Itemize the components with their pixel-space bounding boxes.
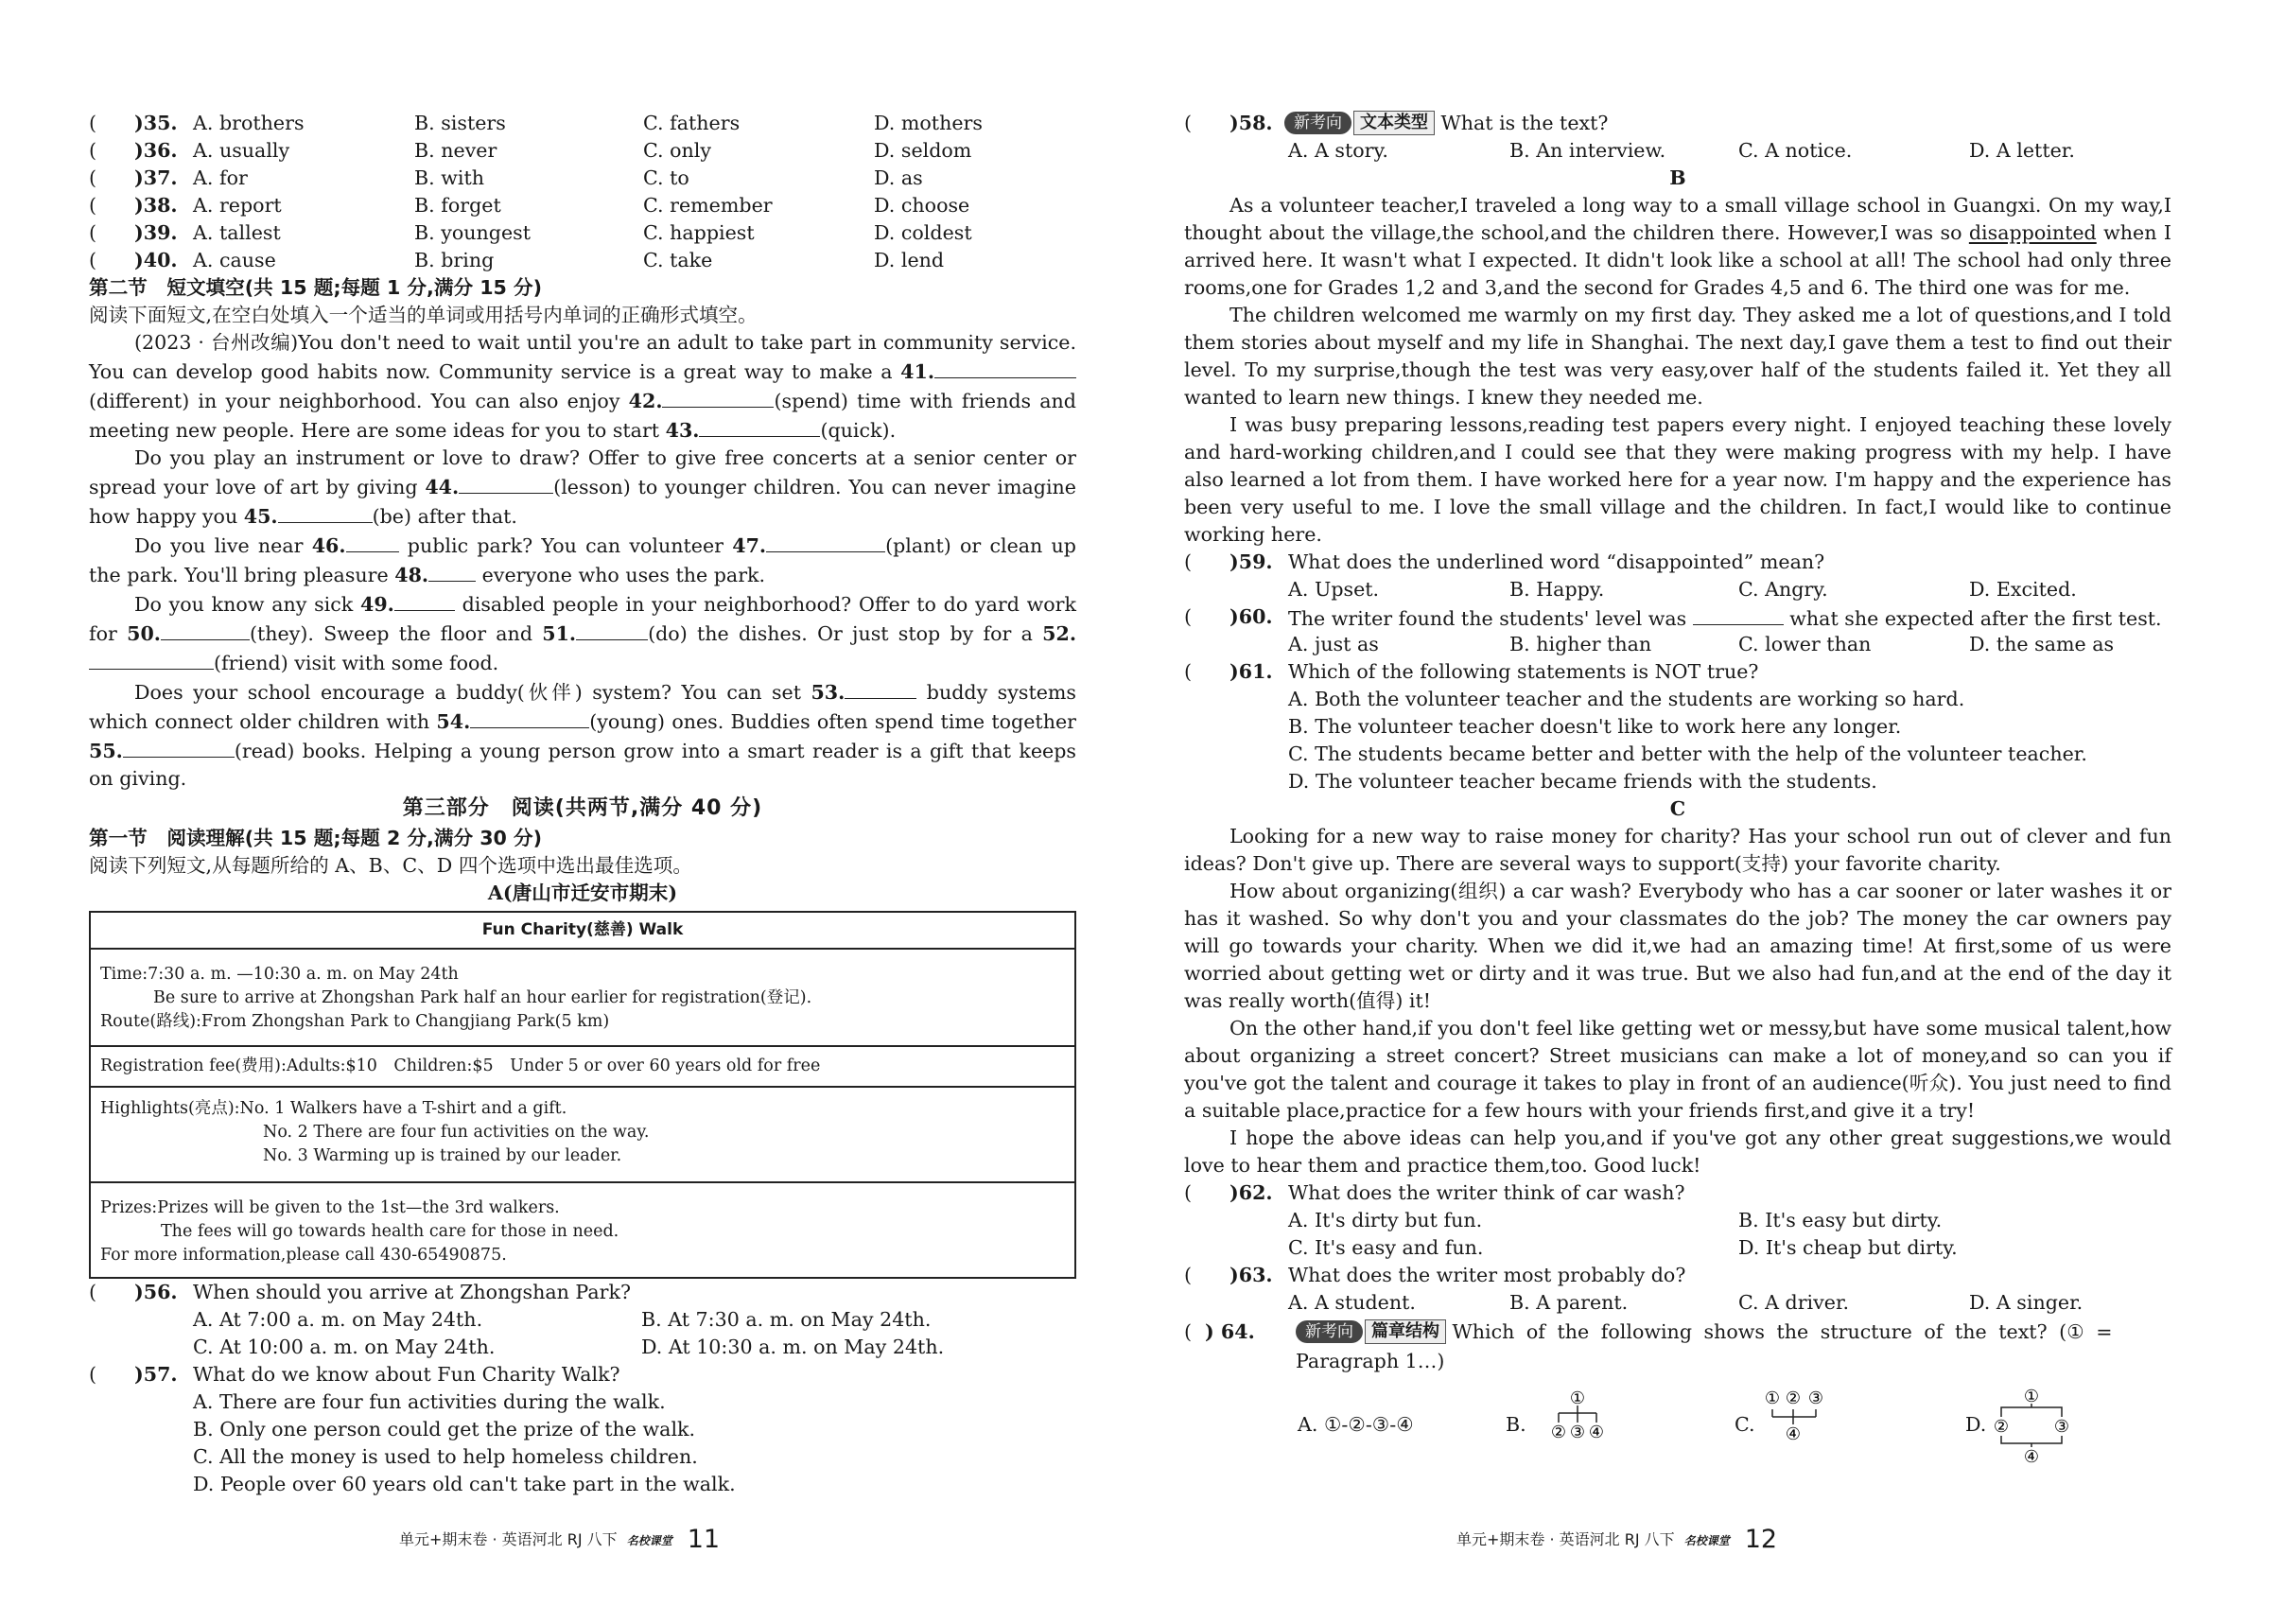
option-d[interactable]: D. mothers xyxy=(874,112,983,134)
left-page xyxy=(89,110,1076,1498)
footer-text: 单元+期末卷 · 英语河北 RJ 八下 xyxy=(399,1530,618,1548)
option-d[interactable]: D. Excited. xyxy=(1969,578,2077,601)
option-label: B. xyxy=(1506,1413,1526,1436)
blank-41[interactable] xyxy=(934,357,1076,378)
question-number: )38. xyxy=(134,194,178,217)
q35-40-block xyxy=(89,110,1076,274)
option-b[interactable]: B. with xyxy=(414,166,484,189)
node-3: ③ xyxy=(2053,1417,2070,1437)
question-text: The writer found the students' level was xyxy=(1288,607,1693,630)
new-trend-badge: 新考向 xyxy=(1296,1320,1363,1343)
cloze-text: (be) after that. xyxy=(372,505,517,528)
option-c[interactable]: C. take xyxy=(643,249,713,271)
question-36 xyxy=(89,137,1076,165)
blank-number-49: 49. xyxy=(360,593,394,616)
footer-left xyxy=(399,1525,720,1554)
question-type-label: 文本类型 xyxy=(1353,111,1435,135)
answer-bracket[interactable]: ( xyxy=(89,249,97,271)
option-c[interactable]: C. It's easy and fun. xyxy=(1288,1236,1484,1259)
cloze-text: Do you play an instrument or love to draw? Offer to give free concerts at a senior center or spread your love of art by giving xyxy=(89,446,1076,498)
blank-number-55: 55. xyxy=(89,740,123,762)
passage-c-label: C xyxy=(1669,797,1686,820)
q57-option-c-row xyxy=(89,1443,1076,1471)
option-d[interactable]: D. At 10:30 a. m. on May 24th. xyxy=(641,1336,945,1358)
option-b[interactable]: B. The volunteer teacher doesn't like to work here any longer. xyxy=(1288,715,1902,738)
question-text: What does the underlined word “disappointed” mean? xyxy=(1288,550,1825,573)
cloze-text: (plant) or clean up the park. You'll bring pleasure xyxy=(89,534,1076,586)
cloze-text: everyone who uses the park. xyxy=(476,564,766,586)
blank-number-50: 50. xyxy=(127,622,161,645)
question-61 xyxy=(1184,658,2171,686)
notice-title: Fun Charity(慈善) Walk xyxy=(90,912,1075,949)
blank-number-51: 51. xyxy=(542,622,577,645)
page-number: 12 xyxy=(1744,1525,1778,1554)
question-number: )36. xyxy=(134,139,178,162)
notice-time-section xyxy=(90,949,1075,1046)
question-60 xyxy=(1184,603,2171,631)
option-c[interactable]: C. to xyxy=(643,166,689,189)
answer-bracket[interactable]: ( xyxy=(89,1281,97,1303)
answer-bracket[interactable]: ( xyxy=(89,112,97,134)
blank-number-44: 44. xyxy=(425,476,460,498)
question-number: )58. xyxy=(1229,112,1273,134)
new-trend-badge: 新考向 xyxy=(1284,112,1351,134)
question-text: What does the writer most probably do? xyxy=(1288,1264,1686,1286)
notice-route: Route(路线):From Zhongshan Park to Changjiang Park(5 km) xyxy=(100,1012,610,1031)
option-a[interactable]: A. report xyxy=(193,194,282,217)
blank-46[interactable] xyxy=(346,531,399,552)
passage-c-paragraph-2: How about organizing(组织) a car wash? Everybody who has a car sooner or later washes it or has it washed. So why don't you and your classmates do the job? The money the car owners pay will go towards your charity. When we did it,we had an amazing time! At first,some of us were worried about getting wet or dirty and it was true. But we also had fun,and at the end of the day it was really worth(值得) it! xyxy=(1184,880,2171,1012)
prize-line-1: Prizes:Prizes will be given to the 1st—the 3rd walkers. xyxy=(100,1198,560,1217)
option-d[interactable] xyxy=(1965,1387,2117,1467)
passage-a-title: A(唐山市迁安市期末) xyxy=(487,882,678,904)
option-a[interactable]: A. just as xyxy=(1288,633,1379,655)
option-b[interactable]: B. bring xyxy=(414,249,495,271)
option-d[interactable]: D. as xyxy=(874,166,923,189)
highlight-2: No. 2 There are four fun activities on the way. xyxy=(263,1123,650,1142)
notice-prizes xyxy=(90,1182,1075,1278)
q62-options-ab xyxy=(1184,1207,2171,1234)
passage-text: when I arrived here. It wasn't what I expected. It didn't look like a school at all! The school had only three rooms,one for Grades 1,2 and 3,and the second for Grades 4,5 and 6. The third one was for me. xyxy=(1184,221,2171,299)
node-2: ② xyxy=(1550,1423,1567,1442)
option-b[interactable]: B. never xyxy=(414,139,497,162)
blank-45[interactable] xyxy=(278,501,373,523)
q61-option-a-row xyxy=(1184,686,2171,713)
blank-number-47: 47. xyxy=(732,534,767,557)
option-d[interactable]: D. A letter. xyxy=(1969,139,2075,162)
blank-48[interactable] xyxy=(428,560,476,582)
question-59 xyxy=(1184,549,2171,576)
blank-number-43: 43. xyxy=(665,419,700,442)
blank-number-53: 53. xyxy=(811,681,846,704)
option-a[interactable]: A. A story. xyxy=(1288,139,1388,162)
prize-line-2: The fees will go towards health care for those in need. xyxy=(161,1222,619,1241)
passage-c-paragraph-1: Looking for a new way to raise money for charity? Has your school run out of clever and fun ideas? Don't give up. There are several ways to support(支持) your favorite charity. xyxy=(1184,825,2171,875)
cloze-paragraph-1 xyxy=(89,329,1076,445)
option-a[interactable]: A. Both the volunteer teacher and the students are working so hard. xyxy=(1288,688,1965,710)
option-b[interactable]: B. Happy. xyxy=(1509,578,1605,601)
highlight-3: No. 3 Warming up is trained by our leader. xyxy=(263,1146,622,1165)
answer-bracket[interactable]: ( xyxy=(1184,550,1193,573)
option-c[interactable]: C. A notice. xyxy=(1738,139,1853,162)
blank-number-42: 42. xyxy=(628,390,663,412)
passage-c-paragraph-3: On the other hand,if you don't feel like getting wet or messy,but have some musical talent,how about organizing a street concert? Street musicians can make a lot of money,and so can you if you've got the talent and courage it takes to play in front of an audience(听众). You just need to find a suitable place,practice for a few hours with your friends first,and give it a try! xyxy=(1184,1017,2171,1122)
brand-logo: 名校课堂 xyxy=(626,1534,672,1547)
node-1: ① xyxy=(1764,1388,1781,1408)
answer-bracket[interactable]: ( xyxy=(1184,1320,1193,1343)
cloze-text: (friend) visit with some food. xyxy=(214,652,499,674)
answer-bracket[interactable]: ( xyxy=(89,194,97,217)
cloze-text: (different) in your neighborhood. You can also enjoy xyxy=(89,390,629,412)
question-56 xyxy=(89,1279,1076,1306)
blank-47[interactable] xyxy=(766,531,885,552)
q61-option-c-row xyxy=(1184,741,2171,768)
structure-diagram-b xyxy=(1506,1388,1657,1464)
question-text: What is the text? xyxy=(1440,112,1609,134)
q64-text-continued xyxy=(1184,1348,2171,1375)
cloze-text: (2023 · 台州改编)You don't need to wait until you're an adult to take part in community service. You can develop good habits now. Community service is a great way to make a xyxy=(89,331,1076,383)
option-b[interactable]: B. Only one person could get the prize of the walk. xyxy=(193,1418,696,1441)
question-number: )39. xyxy=(134,221,178,244)
question-57 xyxy=(89,1361,1076,1388)
passage-b-paragraph-1 xyxy=(1184,192,2171,302)
option-a[interactable]: A. tallest xyxy=(193,221,281,244)
option-b[interactable]: B. higher than xyxy=(1509,633,1652,655)
question-number: )63. xyxy=(1229,1264,1273,1286)
question-64 xyxy=(1184,1317,2171,1348)
passage-text: As a volunteer teacher,I traveled a long way to a small village school in Guangxi. On my way,I thought about the village,the school,and the children there. However,I was so xyxy=(1184,194,2171,244)
q61-option-d-row xyxy=(1184,768,2171,795)
node-3: ③ xyxy=(1807,1388,1824,1408)
blank-51[interactable] xyxy=(576,619,648,640)
question-37 xyxy=(89,165,1076,192)
cloze-text: (spend) time with friends and meeting new people. Here are some ideas for you to start xyxy=(89,390,1076,442)
option-a[interactable]: A. At 7:00 a. m. on May 24th. xyxy=(193,1308,483,1331)
option-c[interactable]: C. At 10:00 a. m. on May 24th. xyxy=(193,1336,496,1358)
passage-b-label: B xyxy=(1669,166,1686,189)
option-a[interactable]: A. A student. xyxy=(1288,1291,1416,1314)
brand-logo: 名校课堂 xyxy=(1683,1534,1730,1547)
option-b[interactable]: B. A parent. xyxy=(1509,1291,1629,1314)
cloze-text: public park? You can volunteer xyxy=(398,534,733,557)
passage-b-paragraph-3: I was busy preparing lessons,reading test papers every night. I enjoyed teaching these lovely and hard-working children,and I could see that they were making progress with my help. I have also learned a lot from them. I have worked here for a year now. I'm happy and the experience has been very useful to me. I love the small village and the children. In fact,I would like to continue working here. xyxy=(1184,413,2171,546)
option-c[interactable]: C. remember xyxy=(643,194,773,217)
option-c[interactable]: C. Angry. xyxy=(1738,578,1828,601)
answer-bracket[interactable]: ( xyxy=(1184,112,1193,134)
blank-44[interactable] xyxy=(459,472,553,494)
question-text: What do we know about Fun Charity Walk? xyxy=(193,1363,620,1386)
section2-title: 第二节 短文填空(共 15 题;每题 1 分,满分 15 分) xyxy=(89,276,543,299)
question-39 xyxy=(89,219,1076,247)
option-a[interactable]: A. There are four fun activities during the walk. xyxy=(193,1390,666,1413)
cloze-paragraph-5 xyxy=(89,677,1076,793)
node-2: ② xyxy=(1993,1417,2010,1437)
question-58 xyxy=(1184,110,2171,137)
question-63 xyxy=(1184,1262,2171,1289)
option-c[interactable]: C. happiest xyxy=(643,221,755,244)
cloze-paragraph-4 xyxy=(89,589,1076,677)
option-c[interactable]: C. fathers xyxy=(643,112,741,134)
option-d[interactable]: D. the same as xyxy=(1969,633,2115,655)
option-label: D. xyxy=(1965,1413,1987,1436)
option-d[interactable]: D. lend xyxy=(874,249,945,271)
right-page xyxy=(1184,110,2171,1467)
option-c[interactable]: C. lower than xyxy=(1738,633,1872,655)
question-text: When should you arrive at Zhongshan Park? xyxy=(193,1281,632,1303)
blank-49[interactable] xyxy=(394,589,455,611)
q64-structure-options xyxy=(1184,1387,2171,1467)
cloze-text: (do) the dishes. Or just stop by for a xyxy=(648,622,1043,645)
notice-time: Time:7:30 a. m. —10:30 a. m. on May 24th xyxy=(100,965,459,984)
question-number: )61. xyxy=(1229,660,1273,683)
notice-arrive: Be sure to arrive at Zhongshan Park half an hour earlier for registration(登记). xyxy=(153,988,812,1007)
option-d[interactable]: D. A singer. xyxy=(1969,1291,2083,1314)
option-c[interactable]: C. A driver. xyxy=(1738,1291,1850,1314)
option-b[interactable]: B. At 7:30 a. m. on May 24th. xyxy=(641,1308,932,1331)
cloze-text: (young) ones. Buddies often spend time together xyxy=(589,710,1076,733)
option-b[interactable]: B. An interview. xyxy=(1509,139,1666,162)
cloze-text: (read) books. Helping a young person grow into a smart reader is a gift that keeps on giving. xyxy=(89,740,1076,790)
blank-54[interactable] xyxy=(470,707,589,728)
question-number: )62. xyxy=(1229,1181,1273,1204)
answer-bracket[interactable]: ( xyxy=(1184,605,1193,628)
blank-number-41: 41. xyxy=(900,360,934,383)
question-number: )37. xyxy=(134,166,178,189)
node-4: ④ xyxy=(1785,1424,1802,1444)
question-text: What does the writer think of car wash? xyxy=(1288,1181,1685,1204)
question-number: )40. xyxy=(134,249,178,271)
question-62 xyxy=(1184,1179,2171,1207)
highlight-1: Highlights(亮点):No. 1 Walkers have a T-shirt and a gift. xyxy=(100,1099,567,1118)
option-d[interactable]: D. choose xyxy=(874,194,970,217)
question-number: )35. xyxy=(134,112,178,134)
question-text: Which of the following statements is NOT true? xyxy=(1288,660,1759,683)
node-2: ② xyxy=(1785,1388,1802,1408)
prize-line-3: For more information,please call 430-65490875. xyxy=(100,1246,507,1265)
q58-options xyxy=(1184,137,2171,165)
answer-bracket[interactable]: ( xyxy=(89,1363,97,1386)
node-1: ① xyxy=(1569,1388,1586,1408)
cloze-text: Does your school encourage a buddy(伙伴) system? You can set xyxy=(134,681,811,704)
answer-bracket[interactable]: ( xyxy=(1184,660,1193,683)
answer-bracket[interactable]: ( xyxy=(89,221,97,244)
option-d[interactable]: D. It's cheap but dirty. xyxy=(1738,1236,1958,1259)
section2-instruction: 阅读下面短文,在空白处填入一个适当的单词或用括号内单词的正确形式填空。 xyxy=(89,304,758,326)
notice-highlights xyxy=(90,1087,1075,1182)
answer-bracket[interactable]: ( xyxy=(1184,1181,1193,1204)
passage-c-paragraph-4: I hope the above ideas can help you,and if you've got any other great suggestions,we would love to hear them and practice them,too. Good luck! xyxy=(1184,1126,2171,1177)
page-number: 11 xyxy=(687,1525,721,1554)
option-a[interactable]: A. ①-②-③-④ xyxy=(1298,1413,1414,1436)
cloze-text: (quick). xyxy=(820,419,897,442)
section1-instruction: 阅读下列短文,从每题所给的 A、B、C、D 四个选项中选出最佳选项。 xyxy=(89,854,692,877)
option-a[interactable]: A. brothers xyxy=(193,112,305,134)
section1-title: 第一节 阅读理解(共 15 题;每题 2 分,满分 30 分) xyxy=(89,827,543,849)
charity-walk-notice xyxy=(89,911,1076,1279)
option-c[interactable]: C. All the money is used to help homeless children. xyxy=(193,1445,698,1468)
option-b[interactable] xyxy=(1506,1388,1657,1464)
cloze-text: Do you know any sick xyxy=(134,593,361,616)
q57-option-b-row xyxy=(89,1416,1076,1443)
answer-bracket[interactable]: ( xyxy=(1184,1264,1193,1286)
underlined-word: disappointed xyxy=(1968,221,2097,244)
cloze-paragraph-2 xyxy=(89,445,1076,531)
option-c[interactable]: C. only xyxy=(643,139,711,162)
structure-diagram-d xyxy=(1965,1385,2117,1470)
answer-bracket[interactable]: ( xyxy=(89,166,97,189)
cloze-text: (lesson) to younger children. You can never imagine how happy you xyxy=(89,476,1076,528)
passage-b-paragraph-2: The children welcomed me warmly on my first day. They asked me a lot of questions,and I told them stories about myself and my life in Shanghai. The next day,I gave them a test to find out their level. To my surprise,though the test was very easy,over half of the students failed it. Yet they all wanted to learn new things. I knew they needed me. xyxy=(1184,304,2171,409)
question-text: Which of the following shows the structure of the text? (① = xyxy=(1452,1320,2113,1343)
q57-option-d-row xyxy=(89,1471,1076,1498)
option-d[interactable]: D. seldom xyxy=(874,139,972,162)
question-text: what she expected after the first test. xyxy=(1783,607,2162,630)
blank-number-52: 52. xyxy=(1042,622,1076,645)
option-d[interactable]: D. The volunteer teacher became friends with the students. xyxy=(1288,770,1877,793)
cloze-paragraph-3 xyxy=(89,531,1076,589)
q60-options xyxy=(1184,631,2171,658)
q56-options-cd xyxy=(89,1334,1076,1361)
blank-50[interactable] xyxy=(161,619,250,640)
blank-53[interactable] xyxy=(845,677,916,699)
q63-options xyxy=(1184,1289,2171,1317)
option-d[interactable]: D. coldest xyxy=(874,221,972,244)
question-40 xyxy=(89,247,1076,274)
blank-number-54: 54. xyxy=(436,710,471,733)
node-1: ① xyxy=(2023,1387,2040,1406)
q57-option-a-row xyxy=(89,1388,1076,1416)
option-b[interactable]: B. forget xyxy=(414,194,501,217)
option-a[interactable]: A. Upset. xyxy=(1288,578,1380,601)
option-a[interactable]: A. cause xyxy=(193,249,276,271)
question-number: )56. xyxy=(134,1281,178,1303)
blank-number-45: 45. xyxy=(243,505,278,528)
q60-blank xyxy=(1693,603,1784,625)
notice-fee: Registration fee(费用):Adults:$10 Children:$5 Under 5 or over 60 years old for free xyxy=(90,1046,1075,1087)
option-a[interactable]: A. for xyxy=(193,166,248,189)
answer-bracket[interactable]: ( xyxy=(89,139,97,162)
option-a[interactable]: A. usually xyxy=(193,139,290,162)
option-b[interactable]: B. youngest xyxy=(414,221,531,244)
blank-number-46: 46. xyxy=(311,534,346,557)
q56-options-ab xyxy=(89,1306,1076,1334)
blank-42[interactable] xyxy=(662,386,774,408)
question-35 xyxy=(89,110,1076,137)
option-b[interactable]: B. sisters xyxy=(414,112,506,134)
option-c[interactable] xyxy=(1735,1388,1886,1464)
cloze-text: (they). Sweep the floor and xyxy=(249,622,543,645)
question-type-label: 篇章结构 xyxy=(1365,1319,1446,1344)
q62-options-cd xyxy=(1184,1234,2171,1262)
option-a[interactable]: A. It's dirty but fun. xyxy=(1288,1209,1483,1231)
blank-number-48: 48. xyxy=(394,564,429,586)
option-c[interactable]: C. The students became better and better with the help of the volunteer teacher. xyxy=(1288,742,2087,765)
blank-52[interactable] xyxy=(89,648,214,670)
option-d[interactable]: D. People over 60 years old can't take part in the walk. xyxy=(193,1473,736,1495)
question-number: )59. xyxy=(1229,550,1273,573)
blank-55[interactable] xyxy=(123,736,235,758)
question-number: )60. xyxy=(1229,605,1273,628)
node-4: ④ xyxy=(2023,1447,2040,1467)
blank-43[interactable] xyxy=(699,415,820,437)
question-38 xyxy=(89,192,1076,219)
footer-right xyxy=(1456,1525,1777,1554)
q61-option-b-row xyxy=(1184,713,2171,741)
question-number: )57. xyxy=(134,1363,178,1386)
part3-title: 第三部分 阅读(共两节,满分 40 分) xyxy=(402,796,763,820)
cloze-text: disabled people in your neighborhood? Offer to do yard work for xyxy=(89,593,1076,645)
footer-text: 单元+期末卷 · 英语河北 RJ 八下 xyxy=(1456,1530,1675,1548)
cloze-text: Do you live near xyxy=(134,534,312,557)
structure-diagram-c xyxy=(1735,1388,1886,1464)
q59-options xyxy=(1184,576,2171,603)
question-number: ) 64. xyxy=(1205,1320,1255,1343)
question-text: Paragraph 1…) xyxy=(1296,1350,1445,1372)
option-label: C. xyxy=(1735,1413,1755,1436)
node-4: ④ xyxy=(1588,1423,1605,1442)
node-3: ③ xyxy=(1569,1423,1586,1442)
cloze-text: buddy systems which connect older children with xyxy=(89,681,1077,733)
option-b[interactable]: B. It's easy but dirty. xyxy=(1738,1209,1943,1231)
